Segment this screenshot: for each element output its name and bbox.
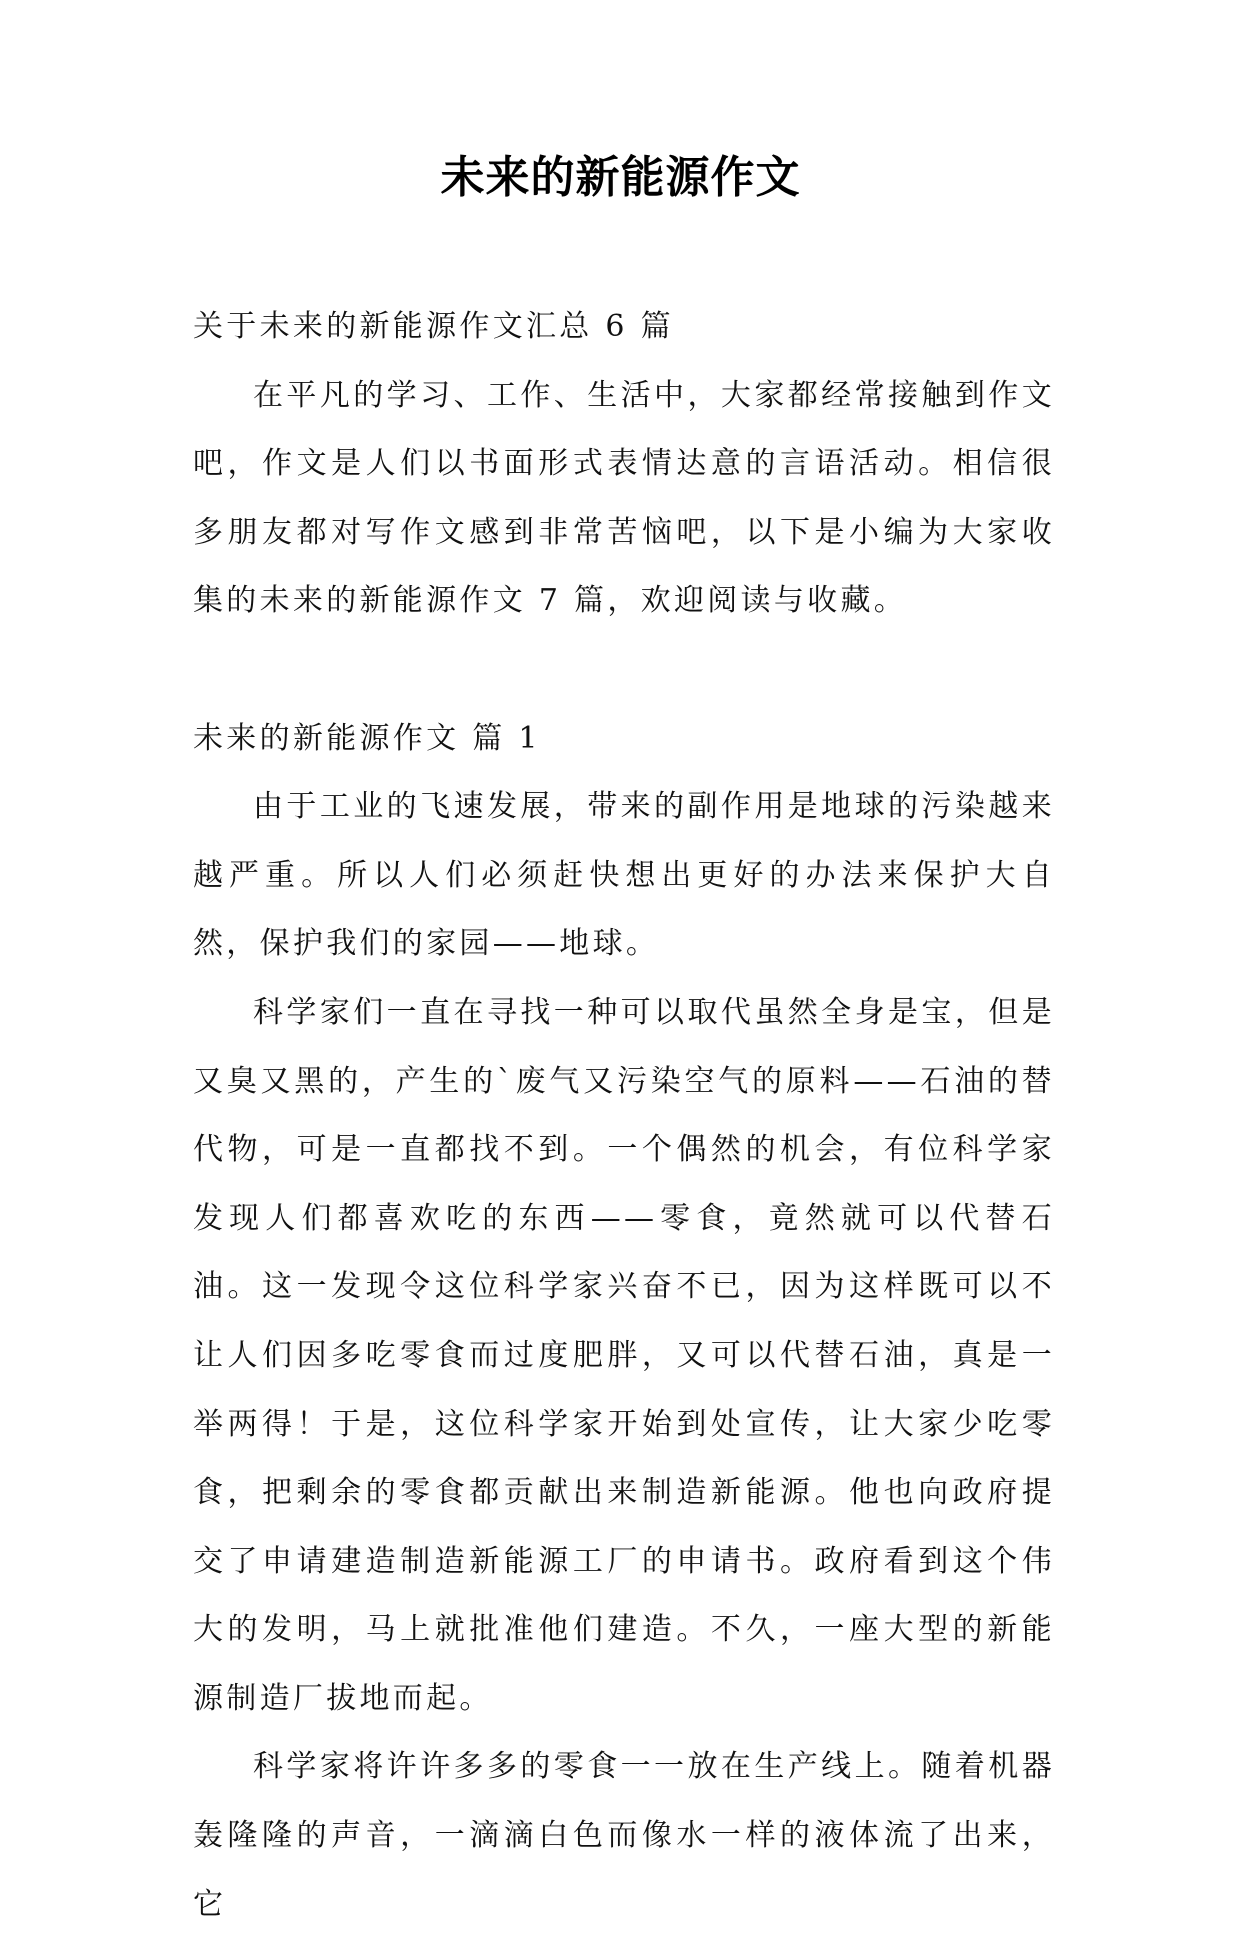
body-paragraph: 科学家们一直在寻找一种可以取代虽然全身是宝，但是又臭又黑的，产生的`废气又污染空气的原料——石油的替代物，可是一直都找不到。一个偶然的机会，有位科学家发现人们都喜欢吃的东西——零食，竟然就可以代替石油。这一发现令这位科学家兴奋不已，因为这样既可以不让人们因多吃零食而过度肥胖，又可以代替石油，真是一举两得！于是，这位科学家开始到处宣传，让大家少吃零食，把剩余的零食都贡献出来制造新能源。他也向政府提交了申请建造制造新能源工厂的申请书。政府看到这个伟大的发明，马上就批准他们建造。不久，一座大型的新能源制造厂拔地而起。 (193, 994, 1055, 1716)
intro-paragraph: 在平凡的学习、工作、生活中，大家都经常接触到作文吧，作文是人们以书面形式表情达意的言语活动。相信很多朋友都对写作文感到非常苦恼吧，以下是小编为大家收集的未来的新能源作文 7 篇，欢迎阅读与收藏。 (193, 377, 1055, 619)
collection-heading: 关于未来的新能源作文汇总 6 篇 (193, 309, 674, 344)
document-body (193, 293, 1055, 1939)
section-heading: 未来的新能源作文 篇 1 (193, 720, 541, 756)
body-paragraph: 由于工业的飞速发展，带来的副作用是地球的污染越来越严重。所以人们必须赶快想出更好的办法来保护大自然，保护我们的家园——地球。 (193, 789, 1055, 962)
paragraph-gap (193, 636, 1055, 705)
document-title: 未来的新能源作文 (440, 152, 801, 203)
body-paragraph: 科学家将许许多多的零食一一放在生产线上。随着机器轰隆隆的声音，一滴滴白色而像水一样的液体流了出来，它 (193, 1749, 1055, 1922)
